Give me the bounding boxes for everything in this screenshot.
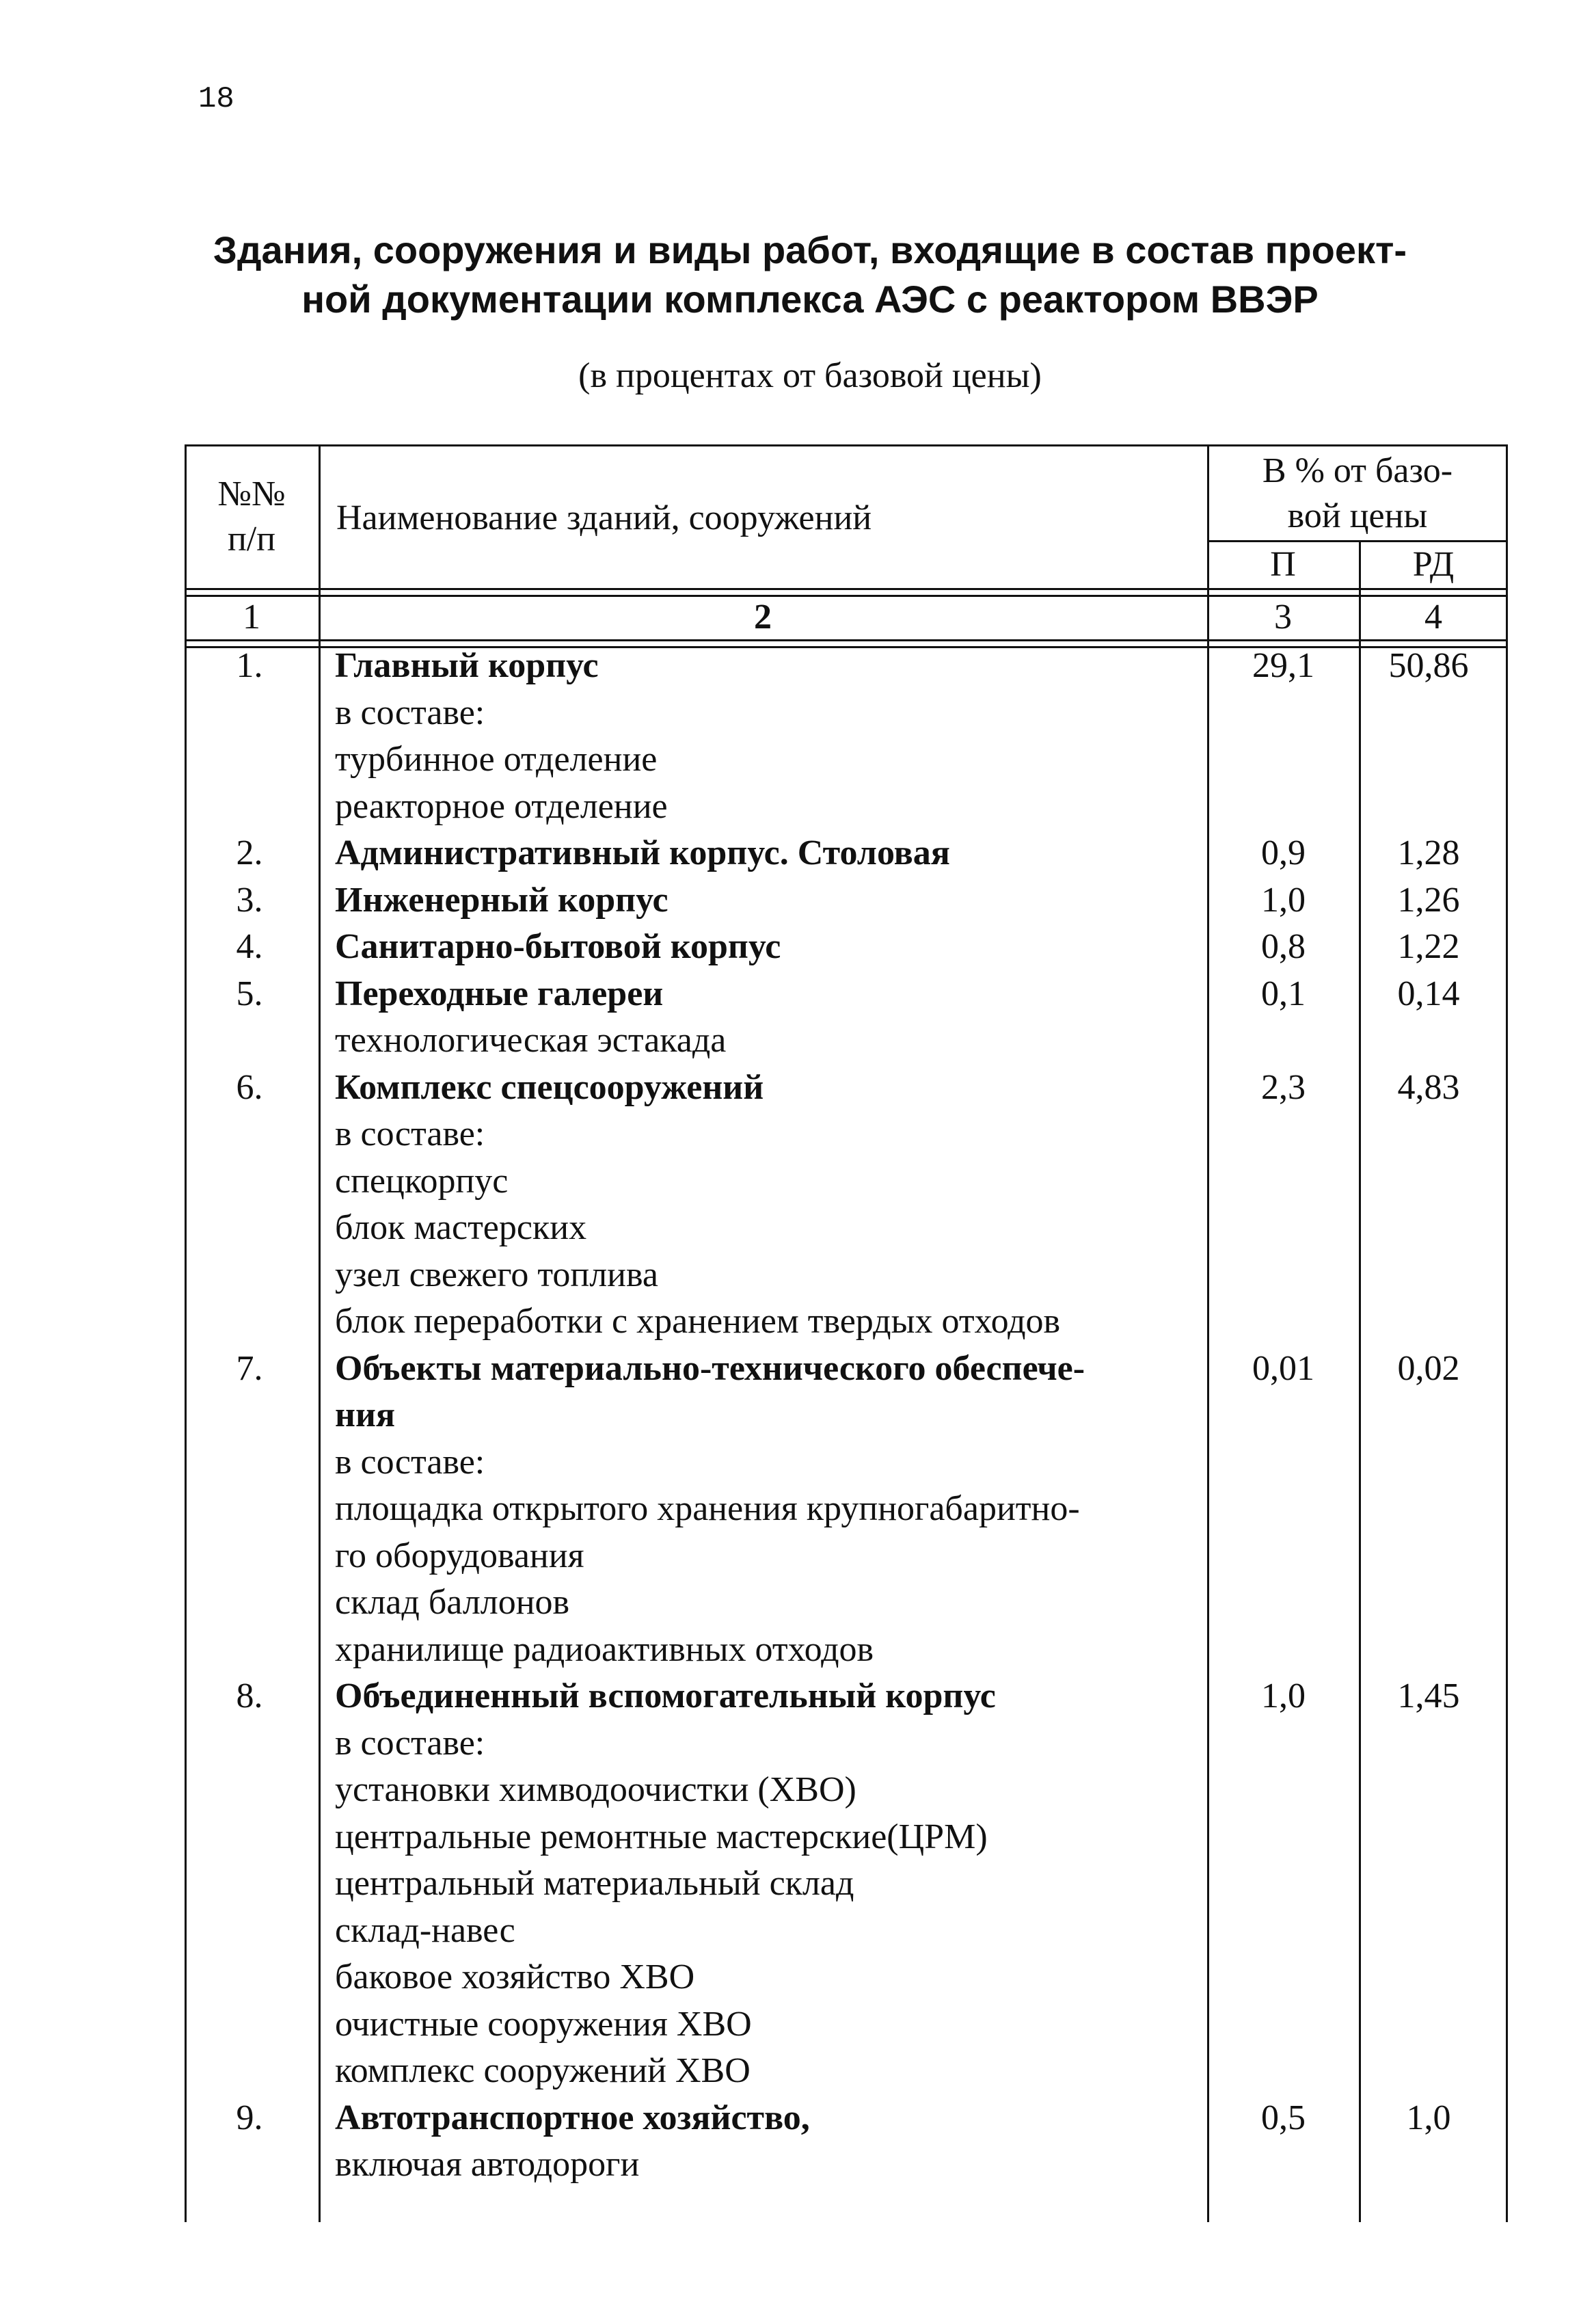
row-name: баковое хозяйство ХВО — [335, 1958, 695, 1996]
row-name: включая автодороги — [335, 2145, 640, 2184]
row-p-value: 0,1 — [1261, 974, 1306, 1013]
row-name: реакторное отделение — [335, 786, 668, 826]
table-row — [0, 643, 1594, 689]
col-number: 3 — [1274, 598, 1292, 637]
row-name: центральный материальный склад — [335, 1864, 854, 1903]
row-p-value: 1,0 — [1261, 1677, 1306, 1715]
row-name: Комплекс спецсооружений — [335, 1067, 764, 1107]
col-number: 4 — [1424, 598, 1442, 637]
header-name: Наименование зданий, сооружений — [336, 498, 872, 537]
table-row — [0, 690, 1594, 736]
row-name: хранилище радиоактивных отходов — [335, 1629, 874, 1669]
row-rd-value: 0,02 — [1397, 1348, 1460, 1388]
table-border-top — [185, 444, 1508, 446]
row-number: 2. — [236, 833, 263, 872]
row-p-value: 0,5 — [1261, 2098, 1306, 2137]
row-name: площадка открытого хранения крупногабаритно- — [335, 1489, 1080, 1528]
title-line: ной документации комплекса АЭС с реактором ВВЭР — [301, 278, 1319, 321]
table-row — [0, 1486, 1594, 1532]
row-number: 7. — [236, 1348, 263, 1388]
row-name: Административный корпус. Столовая — [335, 833, 950, 872]
row-name: Инженерный корпус — [335, 880, 668, 920]
table-row — [0, 2141, 1594, 2188]
row-number: 4. — [236, 927, 263, 966]
table-row — [0, 1860, 1594, 1907]
row-name: очистные сооружения ХВО — [335, 2004, 752, 2044]
row-p-value: 1,0 — [1261, 880, 1306, 920]
row-number: 9. — [236, 2098, 263, 2137]
row-name: Санитарно-бытовой корпус — [335, 927, 781, 966]
row-p-value: 0,01 — [1252, 1348, 1314, 1388]
table-row — [0, 1814, 1594, 1860]
header-p: П — [1270, 545, 1296, 584]
page-number: 18 — [198, 82, 234, 116]
table-row — [0, 1673, 1594, 1720]
row-rd-value: 50,86 — [1388, 646, 1469, 685]
table-row — [0, 1954, 1594, 2001]
table-row — [0, 2048, 1594, 2094]
table-row — [0, 2095, 1594, 2141]
row-name: установки химводоочистки (ХВО) — [335, 1770, 856, 1809]
header-num — [185, 472, 319, 562]
header-num-line: №№ — [217, 475, 286, 513]
table-row — [0, 971, 1594, 1017]
row-name: Главный корпус — [335, 646, 599, 685]
row-p-value: 0,9 — [1261, 833, 1306, 872]
table-row — [0, 1298, 1594, 1345]
table-row — [0, 736, 1594, 783]
header-rd: РД — [1412, 545, 1455, 584]
table-row — [0, 1205, 1594, 1251]
row-name: склад-навес — [335, 1910, 515, 1950]
row-name: в составе: — [335, 1723, 485, 1763]
table-row — [0, 1017, 1594, 1064]
row-rd-value: 1,45 — [1397, 1677, 1460, 1715]
table-row — [0, 1111, 1594, 1158]
header-divider — [185, 588, 1508, 590]
row-name: в составе: — [335, 1114, 485, 1153]
row-p-value: 0,8 — [1261, 927, 1306, 966]
table-row — [0, 1346, 1594, 1392]
header-percent-line: вой цены — [1287, 496, 1428, 535]
row-name: спецкорпус — [335, 1161, 509, 1201]
row-rd-value: 1,0 — [1406, 2098, 1451, 2137]
table-row — [0, 784, 1594, 830]
row-number: 3. — [236, 880, 263, 920]
table-row — [0, 1627, 1594, 1673]
row-name: го оборудования — [335, 1536, 584, 1575]
table-row — [0, 1720, 1594, 1767]
table-row — [0, 1392, 1594, 1439]
col-number: 1 — [243, 598, 260, 637]
table-row — [0, 1908, 1594, 1954]
table-row — [0, 924, 1594, 970]
row-name: в составе: — [335, 1442, 485, 1482]
table-row — [0, 1252, 1594, 1298]
row-rd-value: 0,14 — [1397, 974, 1460, 1013]
row-number: 6. — [236, 1067, 263, 1107]
page-subtitle: (в процентах от базовой цены) — [578, 356, 1042, 395]
row-name: турбинное отделение — [335, 740, 658, 779]
row-name: Автотранспортное хозяйство, — [335, 2098, 810, 2137]
col-number: 2 — [754, 598, 772, 637]
table-row — [0, 1533, 1594, 1579]
page-title — [171, 226, 1449, 324]
table-row — [0, 877, 1594, 924]
table-row — [0, 1579, 1594, 1626]
header-percent-line: В % от базо- — [1262, 451, 1453, 490]
table-row — [0, 1065, 1594, 1111]
row-rd-value: 1,22 — [1397, 927, 1460, 966]
row-name: комплекс сооружений ХВО — [335, 2051, 751, 2090]
title-line: Здания, сооружения и виды работ, входящие в состав проект- — [213, 228, 1407, 271]
row-name: технологическая эстакада — [335, 1021, 727, 1060]
row-name: Переходные галереи — [335, 974, 664, 1013]
row-name: склад баллонов — [335, 1583, 570, 1622]
table-row — [0, 1767, 1594, 1813]
row-name: Объекты материально-технического обеспече- — [335, 1348, 1085, 1388]
header-num-line: п/п — [227, 520, 276, 559]
row-number: 8. — [236, 1677, 263, 1715]
row-name: узел свежего топлива — [335, 1255, 658, 1294]
row-rd-value: 1,26 — [1397, 880, 1460, 920]
row-name: в составе: — [335, 693, 485, 732]
header-percent — [1207, 449, 1508, 539]
row-name: ния — [335, 1395, 396, 1434]
row-number: 5. — [236, 974, 263, 1013]
row-name: блок переработки с хранением твердых отходов — [335, 1302, 1061, 1341]
table-row — [0, 830, 1594, 877]
row-rd-value: 1,28 — [1397, 833, 1460, 872]
row-name: Объединенный вспомогательный корпус — [335, 1677, 996, 1715]
row-rd-value: 4,83 — [1397, 1067, 1460, 1107]
row-p-value: 29,1 — [1252, 646, 1314, 685]
row-number: 1. — [236, 646, 263, 685]
table-row — [0, 1439, 1594, 1486]
table-row — [0, 2001, 1594, 2048]
row-name: центральные ремонтные мастерские(ЦРМ) — [335, 1817, 988, 1856]
table-row — [0, 1158, 1594, 1205]
row-name: блок мастерских — [335, 1208, 587, 1247]
row-p-value: 2,3 — [1261, 1067, 1306, 1107]
